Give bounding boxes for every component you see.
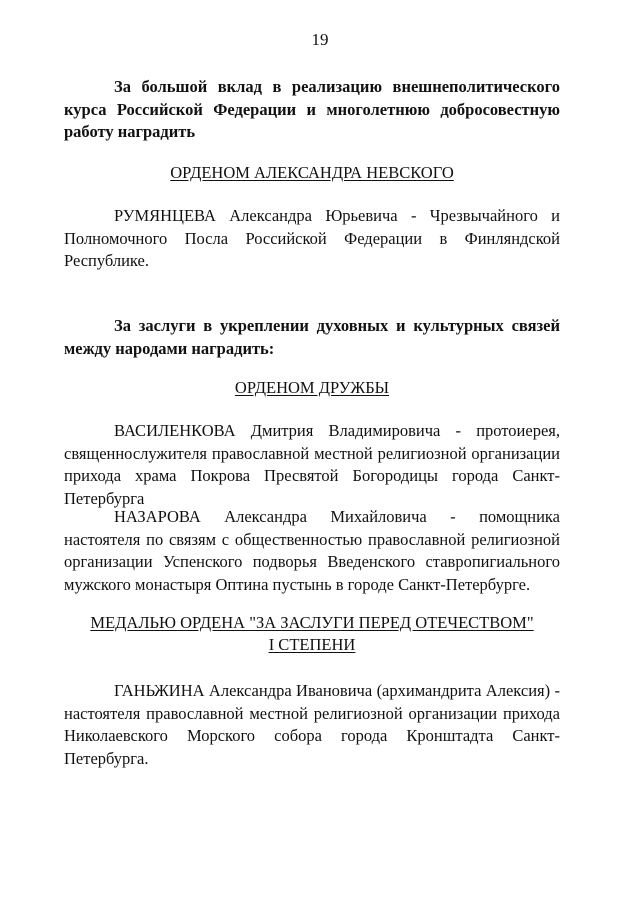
- section2-award-title: ОРДЕНОМ ДРУЖБЫ: [234, 378, 390, 397]
- section3-award-title-line2: I СТЕПЕНИ: [268, 635, 356, 654]
- section1-recipient-1: РУМЯНЦЕВА Александра Юрьевича - Чрезвычайного и Полномочного Посла Российской Федерации в Финляндской Республике.: [64, 206, 560, 271]
- section1-intro: За большой вклад в реализацию внешнеполитического курса Российской Федерации и многолетнюю добросовестную работу наградить: [64, 77, 560, 142]
- section2-award-heading: [64, 377, 560, 399]
- section3-award-title-line1: МЕДАЛЬЮ ОРДЕНА "ЗА ЗАСЛУГИ ПЕРЕД ОТЕЧЕСТВОМ": [90, 613, 534, 632]
- page-number: 19: [311, 30, 329, 49]
- section3-recipient-1: ГАНЬЖИНА Александра Ивановича (архимандрита Алексия) - настоятеля православной местной религиозной организации прихода Николаевского Морского собора города Кронштадта Санкт-Петербурга.: [64, 681, 560, 768]
- section2-recipient-1: ВАСИЛЕНКОВА Дмитрия Владимировича - протоиерея, священнослужителя православной местной религиозной организации прихода храма Покрова Пресвятой Богородицы города Санкт-Петербурга: [64, 421, 560, 508]
- section3-award-heading: [64, 612, 560, 656]
- section1-award-title: ОРДЕНОМ АЛЕКСАНДРА НЕВСКОГО: [170, 163, 454, 182]
- section1-award-heading: [64, 162, 560, 184]
- section2-intro: За заслуги в укреплении духовных и культурных связей между народами наградить:: [64, 316, 560, 358]
- section2-recipient-2: НАЗАРОВА Александра Михайловича - помощника настоятеля по связям с общественностью православной религиозной организации Успенского подворья Введенского ставропигиального мужского монастыря Оптина пустынь в городе Санкт-Петербурге.: [64, 507, 560, 594]
